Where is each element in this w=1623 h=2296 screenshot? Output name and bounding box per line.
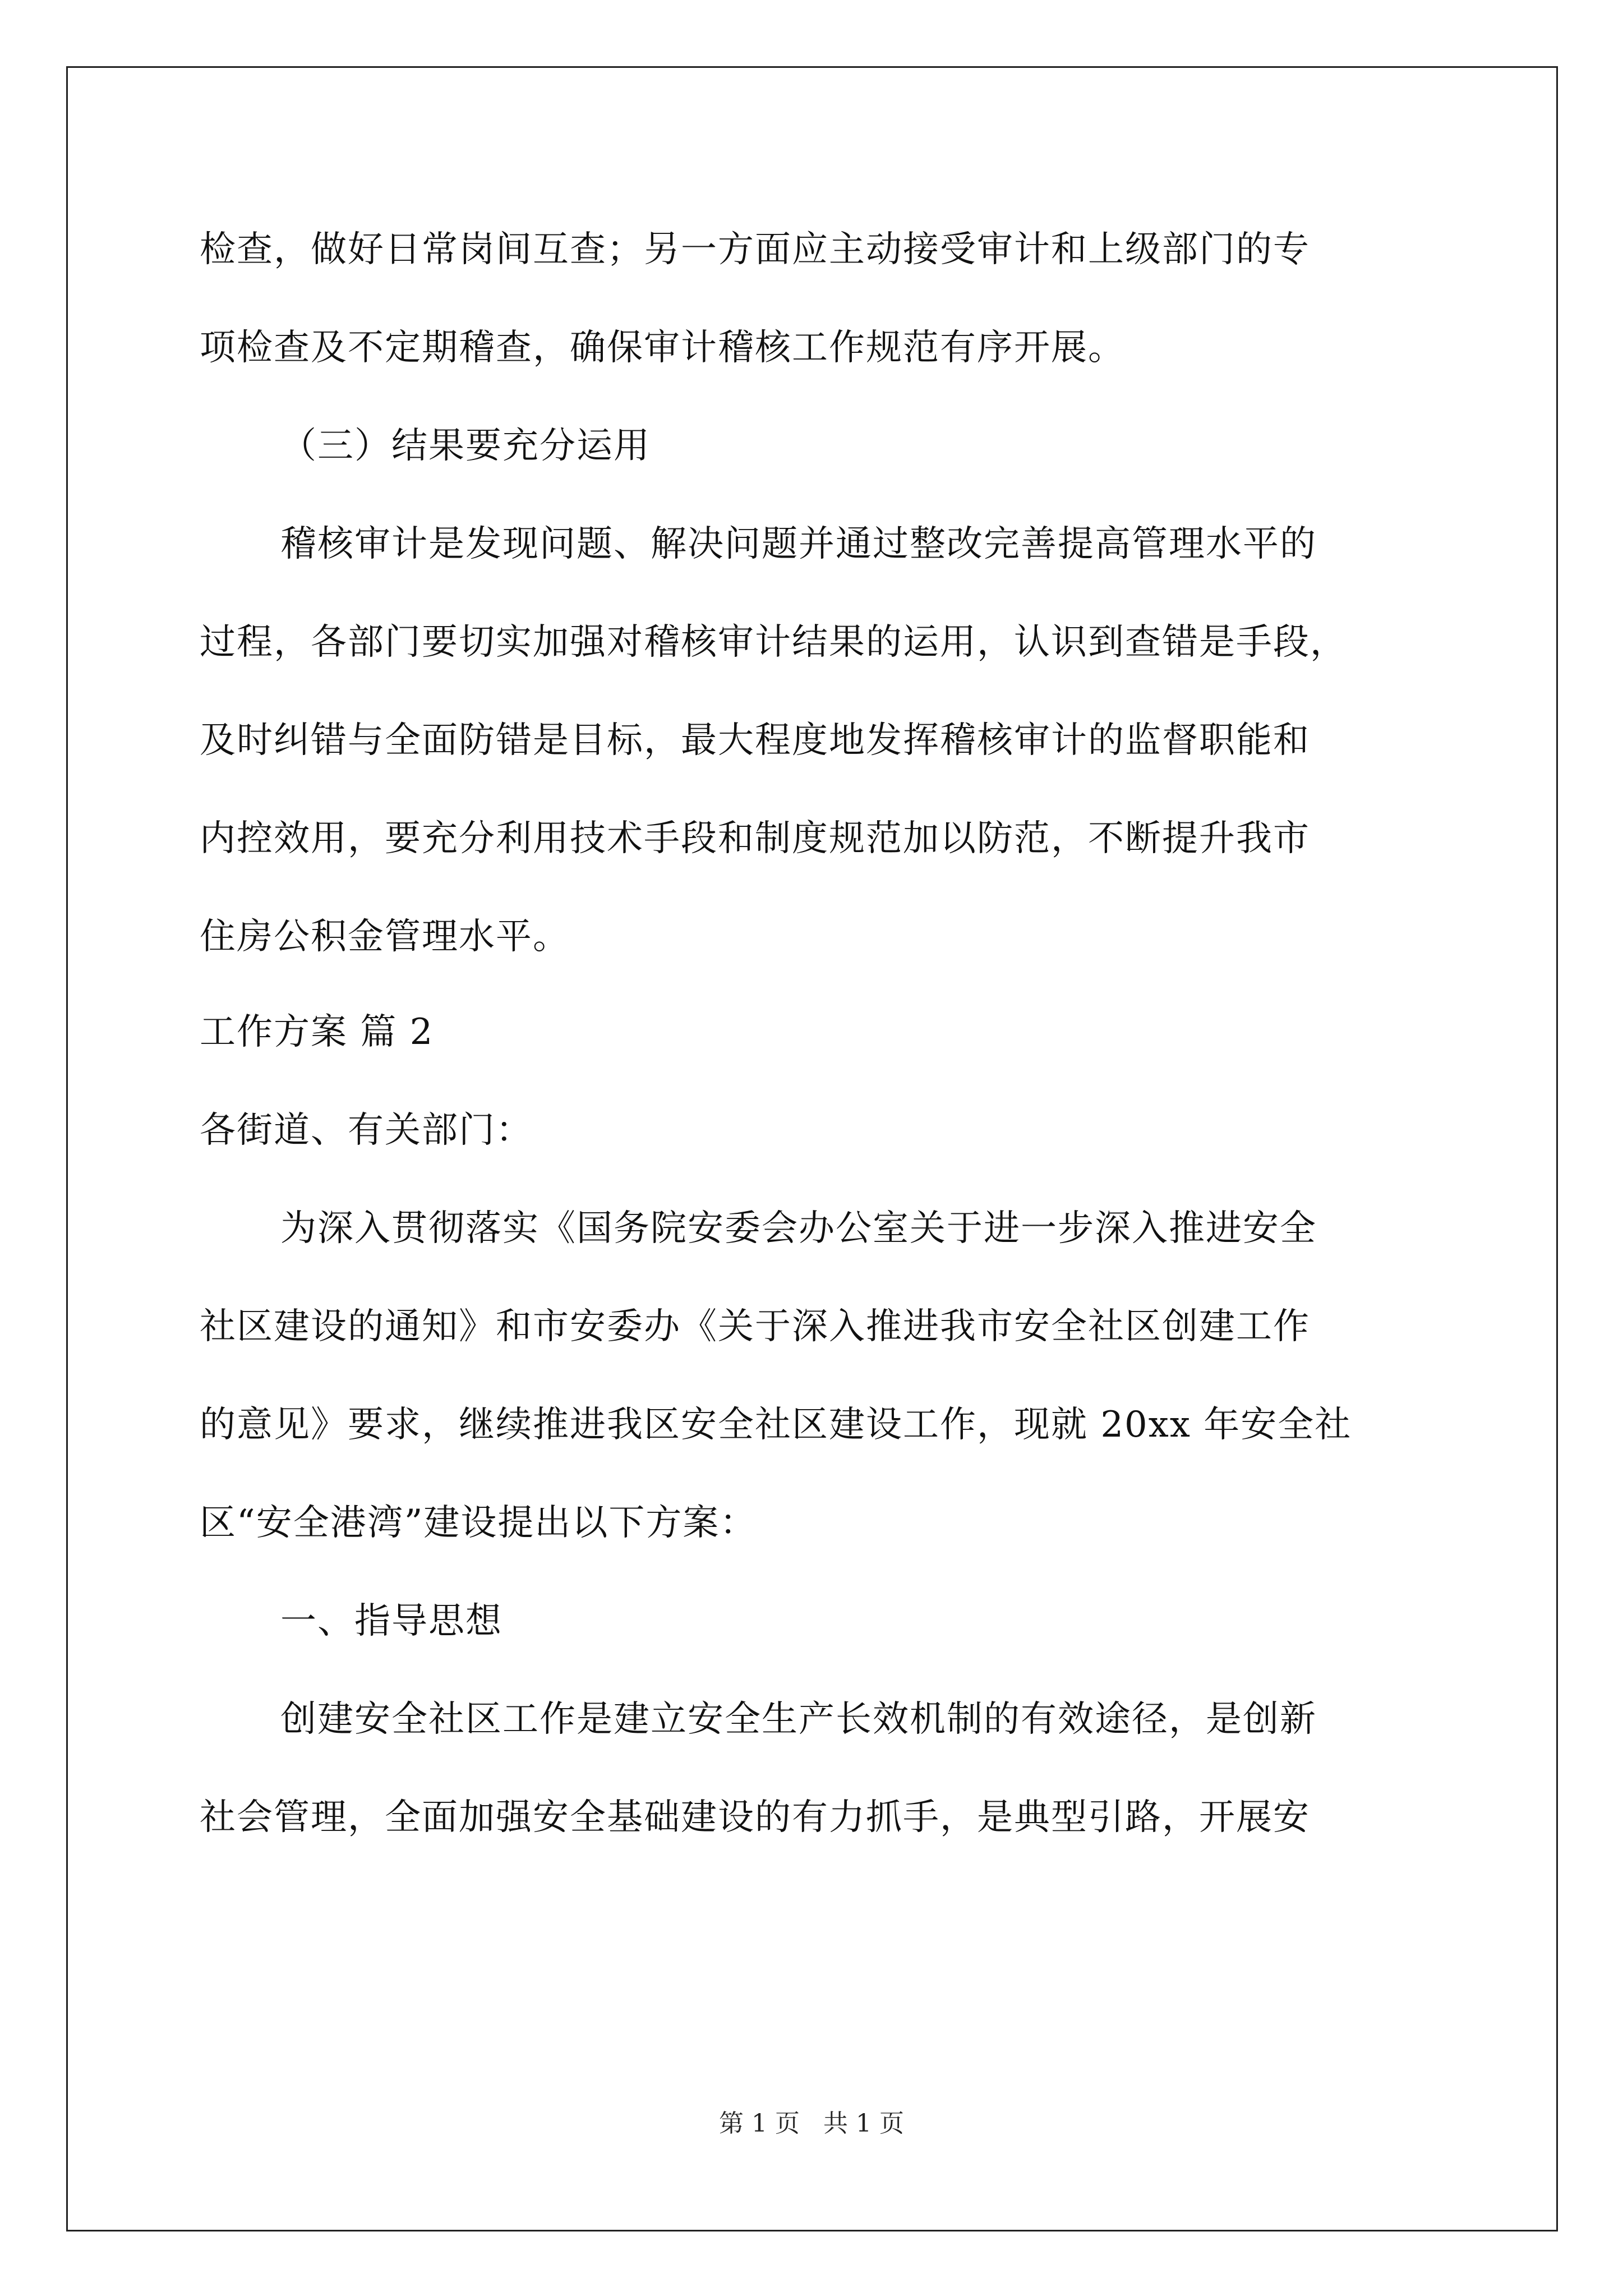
body-text-line: 为深入贯彻落实《国务院安委会办公室关于进一步深入推进安全 [280,1208,1317,1249]
page-number: 第 1 页 [719,2109,800,2138]
salutation: 各街道、有关部门： [200,1110,533,1151]
body-text-line: 的意见》要求，继续推进我区安全社区建设工作，现就 20xx 年安全社 [200,1404,1352,1446]
body-text-line: 及时纠错与全面防错是目标，最大程度地发挥稽核审计的监督职能和 [200,720,1310,761]
page-total: 共 1 页 [823,2109,904,2138]
body-text-line: 过程，各部门要切实加强对稽核审计结果的运用，认识到查错是手段， [200,622,1347,663]
document-section-title: 工作方案 篇 2 [200,1011,434,1053]
body-text-line: 创建安全社区工作是建立安全生产长效机制的有效途径，是创新 [280,1699,1317,1740]
body-text-line: 项检查及不定期稽查，确保审计稽核工作规范有序开展。 [200,327,1125,369]
body-text-line: 内控效用，要充分利用技术手段和制度规范加以防范，不断提升我市 [200,818,1310,859]
body-text-line: 区“安全港湾”建设提出以下方案： [200,1502,757,1544]
body-text-line: 社区建设的通知》和市安委办《关于深入推进我市安全社区创建工作 [200,1306,1310,1347]
body-text-line: 社会管理，全面加强安全基础建设的有力抓手，是典型引路，开展安 [200,1797,1310,1838]
body-text-line: 住房公积金管理水平。 [200,916,570,958]
body-text-line: 稽核审计是发现问题、解决问题并通过整改完善提高管理水平的 [280,523,1317,565]
section-heading: （三）结果要充分运用 [280,425,651,467]
body-text-line: 检查，做好日常岗间互查；另一方面应主动接受审计和上级部门的专 [200,229,1310,270]
section-heading: 一、指导思想 [280,1600,502,1642]
page-footer [0,2108,1623,2139]
